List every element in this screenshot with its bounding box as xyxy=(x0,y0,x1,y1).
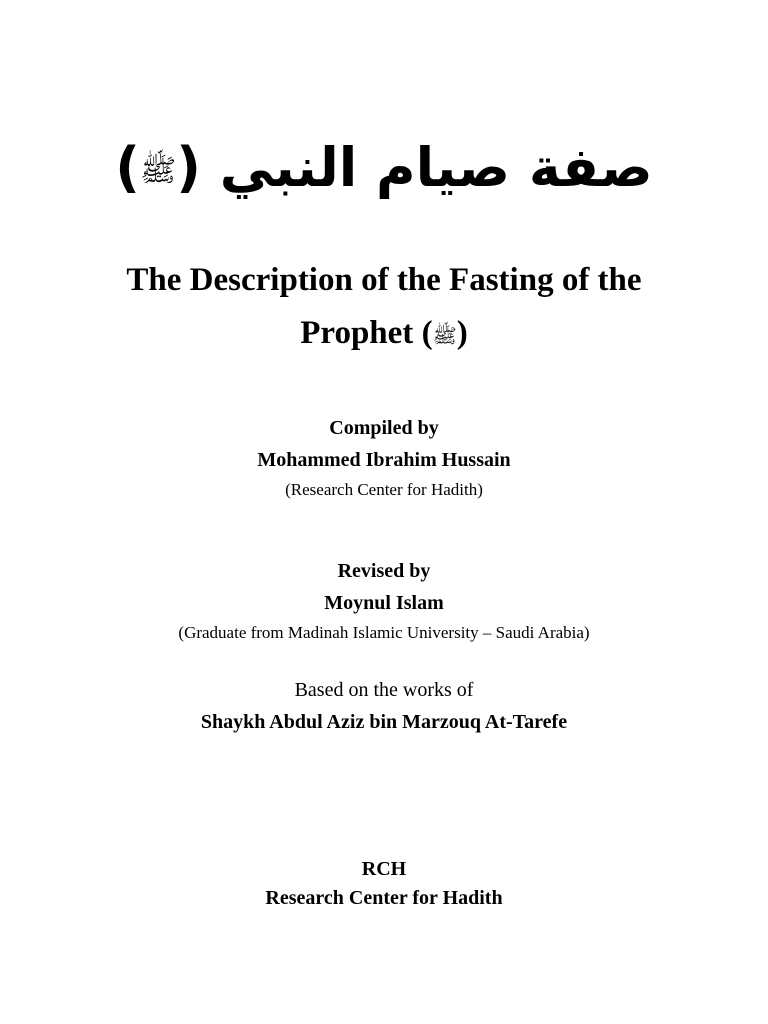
english-title-paren-open: ( xyxy=(421,315,433,351)
honorific-arabic-title: ﷺ xyxy=(139,153,177,189)
based-on-author: Shaykh Abdul Aziz bin Marzouq At-Tarefe xyxy=(200,711,568,733)
publisher-name: Research Center for Hadith xyxy=(265,887,503,909)
arabic-title-paren-open: ( xyxy=(176,136,201,199)
compiler-name: Mohammed Ibrahim Hussain xyxy=(257,449,511,471)
honorific-english-title: ﷺ xyxy=(432,323,457,348)
compiled-by-label: Compiled by xyxy=(329,417,439,439)
based-on-label: Based on the works of xyxy=(294,679,474,701)
arabic-title-paren-close: ) xyxy=(115,136,140,199)
revised-by-label: Revised by xyxy=(337,560,431,582)
compiler-affiliation: (Research Center for Hadith) xyxy=(285,480,483,499)
reviser-name: Moynul Islam xyxy=(324,592,444,614)
arabic-title xyxy=(0,128,768,211)
english-title-line-1: The Description of the Fasting of the xyxy=(126,262,642,298)
english-title-line-2 xyxy=(0,311,768,357)
publisher-abbreviation: RCH xyxy=(361,858,407,880)
english-title-prophet: Prophet xyxy=(300,315,414,351)
reviser-affiliation: (Graduate from Madinah Islamic University – Saudi Arabia) xyxy=(178,623,590,642)
arabic-title-text: صفة صيام النبي xyxy=(219,136,653,199)
english-title-paren-close: ) xyxy=(456,315,468,351)
